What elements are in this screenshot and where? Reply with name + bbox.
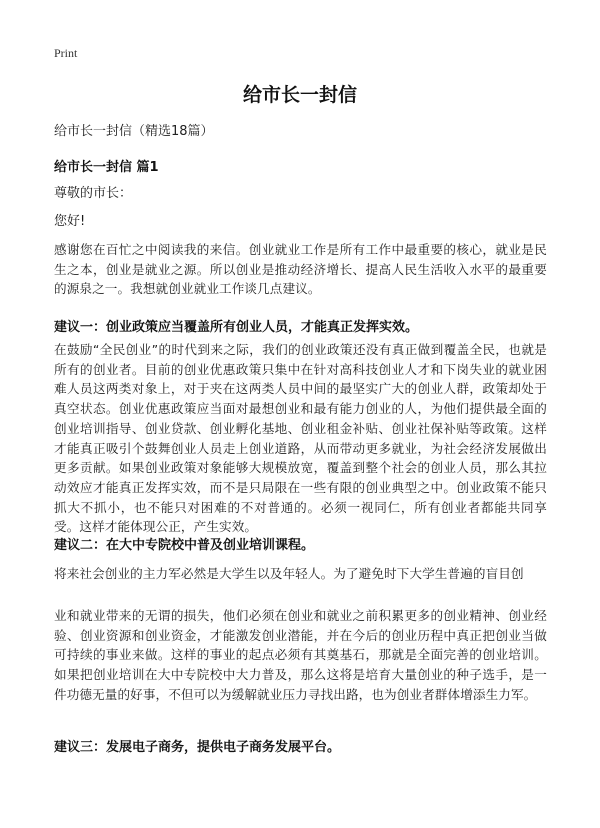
document-subtitle: 给市长一封信（精选18篇） xyxy=(54,124,214,139)
paragraph-intro: 感谢您在百忙之中阅读我的来信。创业就业工作是所有工作中最重要的核心，就业是民生之本，创业是就业之源。所以创业是推动经济增长、提高人民生活收入水平的最重要的源泉之一。我想就创业就业工作谈几点建议。 xyxy=(54,242,547,297)
print-label[interactable]: Print xyxy=(54,46,78,60)
paragraph-suggestion-2b: 业和就业带来的无谓的损失，他们必须在创业和就业之前积累更多的创业精神、创业经验、创业资源和创业资金，才能激发创业潜能，并在今后的创业历程中真正把创业当做可持续的事业来做。这样的事业的起点必须有其奠基石，那就是全面完善的创业培训。如果把创业培训在大中专院校中大力普及，那么这将是培育大量创业的种子选手，是一件功德无量的好事，不但可以为缓解就业压力寻找出路，也为创业者群体增添生力军。 xyxy=(54,608,547,702)
heading-suggestion-3: 建议三：发展电子商务，提供电子商务发展平台。 xyxy=(54,740,341,755)
heading-suggestion-2: 建议二：在大中专院校中普及创业培训课程。 xyxy=(54,538,315,553)
greeting: 您好! xyxy=(54,214,86,229)
paragraph-suggestion-2a: 将来社会创业的主力军必然是大学生以及年轻人。为了避免时下大学生普遍的盲目创 xyxy=(54,566,524,581)
section-title: 给市长一封信 篇1 xyxy=(54,160,159,175)
heading-suggestion-1: 建议一：创业政策应当覆盖所有创业人员，才能真正发挥实效。 xyxy=(54,320,419,335)
paragraph-suggestion-1: 在鼓励“全民创业”的时代到来之际，我们的创业政策还没有真正做到覆盖全民，也就是所有的创业者。目前的创业优惠政策只集中在针对高科技创业人才和下岗失业的就业困难人员这两类对象上，对于夹在这两类人员中间的最坚实广大的创业人群，政策却处于真空状态。创业优惠政策应当面对最想创业和最有能力创业的人，为他们提供最全面的创业培训指导、创业贷款、创业孵化基地、创业租金补贴、创业社保补贴等政策。这样才能真正吸引个鼓舞创业人员走上创业道路，从而带动更多就业，为社会经济发展做出更多贡献。如果创业政策对象能够大规模放宽，覆盖到整个社会的创业人员，那么其拉动效应才能真正发挥实效，而不是只局限在一些有限的创业典型之中。创业政策不能只抓大不抓小，也不能只对困难的不对普通的。必须一视同仁，所有创业者都能共同享受。这样才能体现公正，产生实效。 xyxy=(54,342,547,535)
salutation: 尊敬的市长： xyxy=(54,186,133,201)
page-title: 给市长一封信 xyxy=(242,84,357,106)
